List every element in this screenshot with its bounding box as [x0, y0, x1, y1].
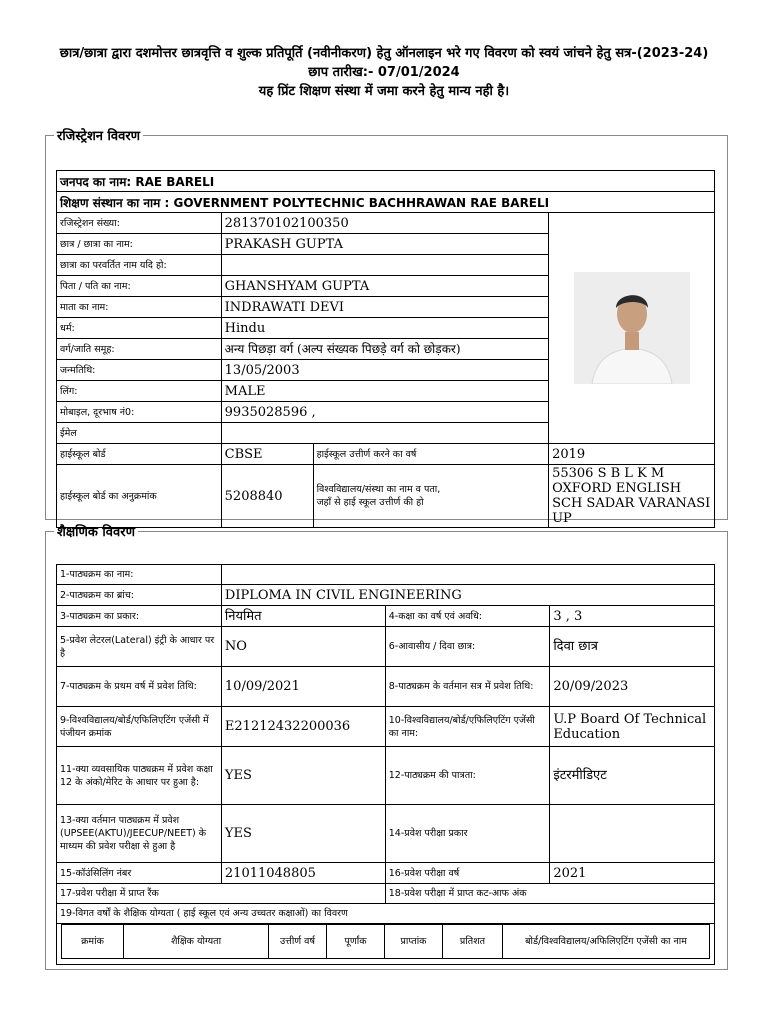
caste-value: अन्य पिछड़ा वर्ग (अल्प संख्यक पिछड़े वर्ग को छोड़कर): [221, 339, 548, 360]
hs-school-label-line1: विश्वविद्यालय/संस्था का नाम व पता,: [316, 484, 441, 495]
class-year-value: 3 , 3: [550, 606, 715, 627]
qual-header-percentage: प्रतिशत: [443, 925, 503, 959]
student-name-value: PRAKASH GUPTA: [221, 234, 548, 255]
hs-roll-value: 5208840: [221, 465, 313, 528]
first-year-date-value: 10/09/2021: [221, 667, 385, 707]
registration-table: [56, 170, 715, 528]
course-type-label: 3-पाठ्यक्रम का प्रकार:: [57, 606, 222, 627]
dob-label: जन्मतिथि:: [57, 360, 222, 381]
hs-year-label: हाईस्कूल उत्तीर्ण करने का वर्ष: [313, 444, 549, 465]
validity-note: यह प्रिंट शिक्षण संस्था में जमा करने हेतु मान्य नही है।: [258, 84, 510, 99]
changed-name-label: छात्रा का परवर्तित नाम यदि हो:: [57, 255, 222, 276]
course-branch-label: 2-पाठ्यक्रम का ब्रांच:: [57, 585, 222, 606]
registration-number-value: 281370102100350: [221, 213, 548, 234]
first-year-date-label: 7-पाठ्यक्रम के प्रथम वर्ष में प्रवेश तिथि:: [57, 667, 222, 707]
qual-header-board: बोर्ड/विश्वविद्यालय/अफिलिएटिंग एजेंसी का नाम: [503, 925, 710, 959]
entrance-exam-label: 13-क्या वर्तमान पाठ्यक्रम में प्रवेश (UPSEE(AKTU)/JEECUP/NEET) के माध्यम की प्रवेश परीक्षा से हुआ है: [57, 805, 222, 863]
qual-header-serial: क्रमांक: [62, 925, 124, 959]
mobile-value: 9935028596 ,: [221, 402, 548, 423]
mother-name-label: माता का नाम:: [57, 297, 222, 318]
photo-cell: [549, 213, 715, 444]
qual-header-obtained: प्राप्तांक: [385, 925, 443, 959]
exam-type-value: [550, 805, 715, 863]
registration-section: [45, 126, 728, 526]
qualification-details-label: 19-विगत वर्षों के शैक्षिक योग्यता ( हाई स्कूल एवं अन्य उच्चतर कक्षाओं) का विवरण: [57, 904, 715, 924]
course-name-label: 1-पाठ्यक्रम का नाम:: [57, 565, 222, 585]
counselling-number-value: 21011048805: [221, 863, 385, 884]
religion-value: Hindu: [221, 318, 548, 339]
changed-name-value: [221, 255, 548, 276]
academic-section: [45, 522, 728, 970]
gender-value: MALE: [221, 381, 548, 402]
gender-label: लिंग:: [57, 381, 222, 402]
lateral-entry-value: NO: [221, 627, 385, 667]
enrollment-number-value: E21212432200036: [221, 707, 385, 747]
hs-board-label: हाईस्कूल बोर्ड: [57, 444, 222, 465]
course-type-value: नियमित: [221, 606, 385, 627]
registration-legend: रजिस्ट्रेशन विवरण: [57, 129, 141, 144]
district-name: जनपद का नाम: RAE BARELI: [57, 171, 715, 192]
dob-value: 13/05/2003: [221, 360, 548, 381]
qual-header-qualification: शैक्षिक योग्यता: [124, 925, 269, 959]
cutoff-marks-label: 18-प्रवेश परीक्षा में प्राप्त कट-आफ अंक: [385, 884, 714, 904]
current-session-date-value: 20/09/2023: [550, 667, 715, 707]
father-name-value: GHANSHYAM GUPTA: [221, 276, 548, 297]
course-branch-value: DIPLOMA IN CIVIL ENGINEERING: [221, 585, 714, 606]
hs-school-label-line2: जहाँ से हाई स्कूल उत्तीर्ण की हो: [316, 497, 424, 508]
father-name-label: पिता / पति का नाम:: [57, 276, 222, 297]
hs-year-value: 2019: [549, 444, 715, 465]
hs-roll-label: हाईस्कूल बोर्ड का अनुक्रमांक: [57, 465, 222, 528]
caste-label: वर्ग/जाति समूह:: [57, 339, 222, 360]
qualification-table-cell: [57, 924, 715, 965]
residential-label: 6-आवासीय / दिवा छात्र:: [385, 627, 550, 667]
mother-name-value: INDRAWATI DEVI: [221, 297, 548, 318]
email-label: ईमेल: [57, 423, 222, 444]
hs-school-value: 55306 S B L K M OXFORD ENGLISH SCH SADAR VARANASI UP: [549, 465, 715, 528]
agency-name-value: U.P Board Of Technical Education: [550, 707, 715, 747]
current-session-date-label: 8-पाठ्यक्रम के वर्तमान सत्र में प्रवेश तिथि:: [385, 667, 550, 707]
residential-value: दिवा छात्र: [550, 627, 715, 667]
form-title: छात्र/छात्रा द्वारा दशमोत्तर छात्रवृत्ति व शुल्क प्रतिपूर्ति (नवीनीकरण) हेतु ऑनलाइन भरे गए विवरण को स्वयं जांचने हेतु सत्र-(2023-24): [59, 46, 709, 61]
student-photo: [574, 272, 690, 384]
print-date: छाप तारीख:- 07/01/2024: [308, 65, 460, 80]
course-eligibility-value: इंटरमीडिएट: [550, 747, 715, 805]
entrance-exam-value: YES: [221, 805, 385, 863]
email-value: [221, 423, 548, 444]
exam-year-label: 16-प्रवेश परीक्षा वर्ष: [385, 863, 550, 884]
counselling-number-label: 15-कॉउंसिलिंग नंबर: [57, 863, 222, 884]
exam-year-value: 2021: [550, 863, 715, 884]
course-name-value: [221, 565, 714, 585]
enrollment-number-label: 9-विश्वविद्यालय/बोर्ड/एफिलिएटिंग एजेंसी में पंजीयन क्रमांक: [57, 707, 222, 747]
merit-admission-label: 11-क्या व्यवसायिक पाठ्यक्रम में प्रवेश कक्षा 12 के अंको/मेरिट के आधार पर हुआ है:: [57, 747, 222, 805]
academic-table: [56, 564, 715, 965]
merit-admission-value: YES: [221, 747, 385, 805]
class-year-label: 4-कक्षा का वर्ष एवं अवधि:: [385, 606, 550, 627]
mobile-label: मोबाइल, दूरभाष नं0:: [57, 402, 222, 423]
institution-name: शिक्षण संस्थान का नाम : GOVERNMENT POLYTECHNIC BACHHRAWAN RAE BARELI: [57, 192, 715, 213]
qualification-table: [61, 924, 710, 959]
exam-type-label: 14-प्रवेश परीक्षा प्रकार: [385, 805, 550, 863]
hs-board-value: CBSE: [221, 444, 313, 465]
agency-name-label: 10-विश्वविद्यालय/बोर्ड/एफिलिएटिंग एजेंसी का नाम:: [385, 707, 550, 747]
lateral-entry-label: 5-प्रवेश लेटरल(Lateral) इंट्री के आधार पर है: [57, 627, 222, 667]
qual-header-pass-year: उत्तीर्ण वर्ष: [269, 925, 327, 959]
page-header: [0, 0, 768, 101]
student-name-label: छात्र / छात्रा का नाम:: [57, 234, 222, 255]
course-eligibility-label: 12-पाठ्यक्रम की पात्रता:: [385, 747, 550, 805]
qual-header-max-marks: पूर्णांक: [327, 925, 385, 959]
academic-legend: शैक्षणिक विवरण: [57, 525, 135, 540]
hs-school-label: [313, 465, 549, 528]
religion-label: धर्म:: [57, 318, 222, 339]
registration-number-label: रजिस्ट्रेशन संख्या:: [57, 213, 222, 234]
exam-rank-label: 17-प्रवेश परीक्षा में प्राप्त रैंक: [57, 884, 386, 904]
